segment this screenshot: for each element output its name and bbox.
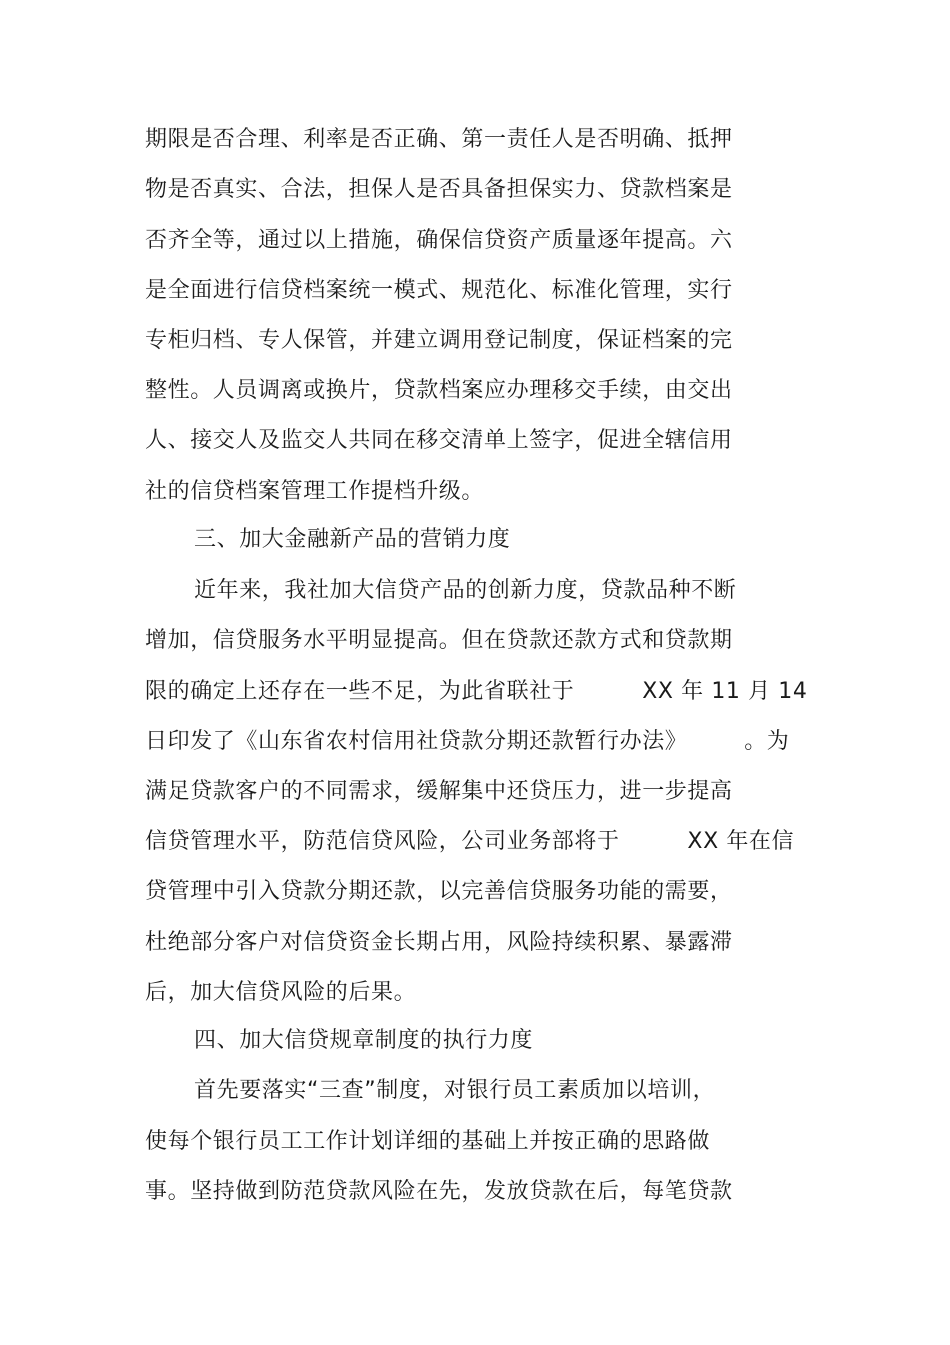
text-line: 杜绝部分客户对信贷资金长期占用，风险持续积累、暴露滞: [145, 930, 733, 955]
text-line: 否齐全等，通过以上措施，确保信贷资产质量逐年提高。六: [145, 228, 733, 253]
text-line: 满足贷款客户的不同需求，缓解集中还贷压力，进一步提高: [145, 779, 733, 804]
text-line: 人、接交人及监交人共同在移交清单上签字，促进全辖信用: [145, 428, 733, 453]
text-line: 专柜归档、专人保管，并建立调用登记制度，保证档案的完: [145, 328, 733, 353]
text-line: 限的确定上还存在一些不足，为此省联社于 XX 年 11 月 14: [145, 679, 808, 704]
text-line: 信贷管理水平，防范信贷风险，公司业务部将于 XX 年在信: [145, 829, 795, 854]
text-line: 物是否真实、合法，担保人是否具备担保实力、贷款档案是: [145, 177, 733, 202]
text-line: 首先要落实“三查”制度，对银行员工素质加以培训，: [194, 1078, 716, 1103]
text-line: 期限是否合理、利率是否正确、第一责任人是否明确、抵押: [145, 127, 733, 152]
section-heading: 四、加大信贷规章制度的执行力度: [194, 1028, 534, 1053]
text-line: 日印发了《山东省农村信用社贷款分期还款暂行办法》 。为: [145, 729, 790, 754]
text-line: 是全面进行信贷档案统一模式、规范化、标准化管理，实行: [145, 278, 733, 303]
text-line: 整性。人员调离或换片，贷款档案应办理移交手续，由交出: [145, 378, 733, 403]
section-heading: 三、加大金融新产品的营销力度: [194, 527, 511, 552]
text-line: 社的信贷档案管理工作提档升级。: [145, 479, 485, 504]
text-line: 事。坚持做到防范贷款风险在先，发放贷款在后，每笔贷款: [145, 1179, 733, 1204]
text-line: 增加，信贷服务水平明显提高。但在贷款还款方式和贷款期: [145, 628, 733, 653]
text-line: 后，加大信贷风险的后果。: [145, 980, 417, 1005]
text-line: 使每个银行员工工作计划详细的基础上并按正确的思路做: [145, 1129, 711, 1154]
text-line: 近年来，我社加大信贷产品的创新力度，贷款品种不断: [194, 578, 737, 603]
text-line: 贷管理中引入贷款分期还款，以完善信贷服务功能的需要，: [145, 879, 733, 904]
